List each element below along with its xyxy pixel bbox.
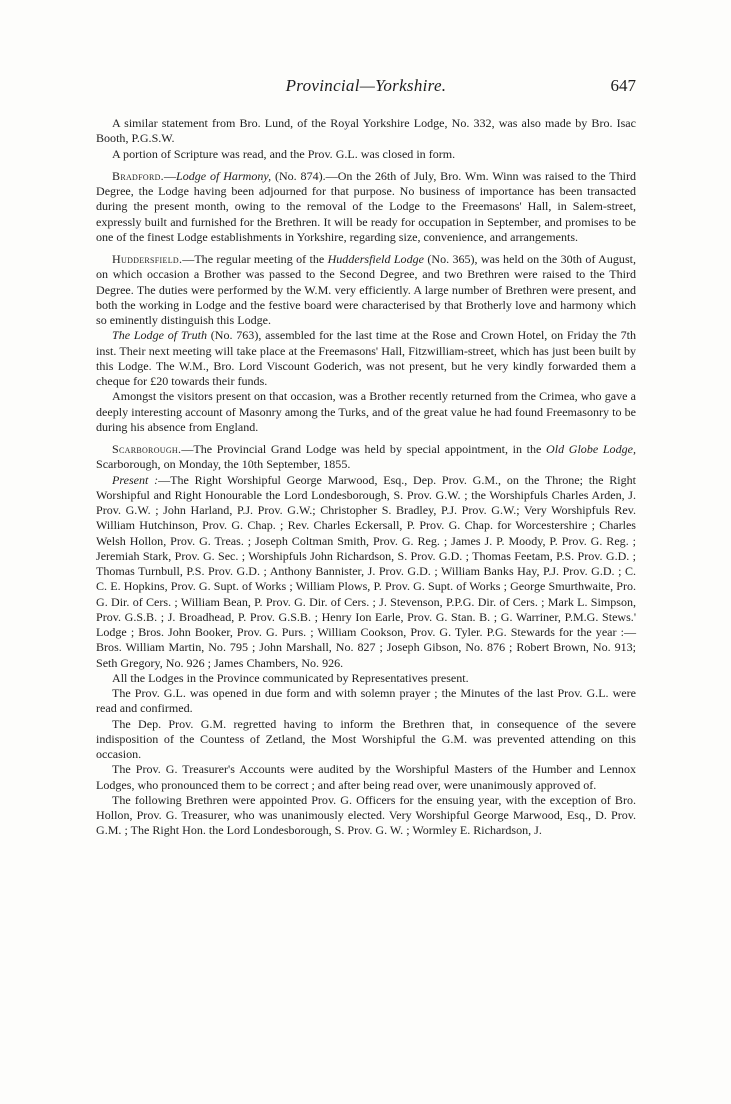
section-heading: Huddersfield.	[112, 252, 183, 266]
page-number: 647	[610, 76, 636, 95]
text-run: Amongst the visitors present on that occasion, was a Brother recently returned from the Crimea, who gave a deeply interesting account of Masonry among the Turks, and of the great value he had found Freemasonry to be during his absence from England.	[96, 389, 636, 434]
section-heading: Scarborough.	[112, 442, 182, 456]
text-run: (No. 874).—On the 26th of July, Bro. Wm. Winn was raised to the Third Degree, the Lodge having been adjourned for that purpose. No business of importance has been transacted during the present month, owing to the removal of the Lodge to the Freemasons' Hall, in Salem-street, expressly built and furnished for the Brethren. It will be ready for occupation in September, and promises to be one of the finest Lodge establishments in Yorkshire, regarding size, convenience, and arrangements.	[96, 168, 636, 244]
text-run: A portion of Scripture was read, and the Prov. G.L. was closed in form.	[112, 146, 456, 161]
paragraph	[96, 328, 636, 389]
text-run: The Prov. G. Treasurer's Accounts were audited by the Worshipful Masters of the Humber and Lennox Lodges, who pronounced them to be correct ; and after being read over, were unanimously approved of.	[96, 762, 636, 792]
paragraph	[96, 762, 636, 793]
paragraph	[96, 686, 636, 717]
text-run: (No. 763), assembled for the last time at the Rose and Crown Hotel, on Friday the 7th inst. Their next meeting will take place at the Freemasons' Hall, Fitzwilliam-street, which has just been built by this Lodge. The W.M., Bro. Lord Viscount Goderich, was not present, but he very kindly forwarded them a cheque for £20 towards their funds.	[96, 328, 636, 388]
italic-text: Lodge of Harmony,	[176, 168, 272, 183]
text-run: The Dep. Prov. G.M. regretted having to inform the Brethren that, in consequence of the severe indisposition of the Countess of Zetland, the Most Worshipful the G.M. was prevented attending on this occasion.	[96, 716, 636, 761]
article-body	[96, 116, 636, 839]
italic-text: The Lodge of Truth	[112, 328, 207, 343]
running-title: Provincial—Yorkshire.	[285, 76, 447, 95]
paragraph	[96, 793, 636, 839]
paragraph	[96, 389, 636, 435]
paragraph	[96, 116, 636, 147]
text-run: —The Provincial Grand Lodge was held by special appointment, in the	[181, 442, 547, 456]
text-run: —	[163, 168, 177, 183]
paragraph	[96, 717, 636, 763]
paragraph	[96, 252, 636, 328]
text-run: (No. 365), was held on the 30th of August, on which occasion a Brother was passed to the Second Degree, and two Brethren were raised to the Third Degree. The duties were performed by the W.M. very efficiently. A large number of Brethren were present, and both the working in Lodge and the festive board were characterised by that Brotherly love and harmony which so eminently distinguish this Lodge.	[96, 252, 636, 327]
italic-text: Old Globe Lodge,	[546, 442, 636, 456]
paragraph	[96, 147, 636, 162]
italic-text: Present :	[112, 472, 159, 487]
text-run: —The regular meeting of the	[182, 252, 328, 266]
text-run: —The Right Worshipful George Marwood, Esq., Dep. Prov. G.M., on the Throne; the Right Worshipful and Right Honourable the Lord Londesborough, S. Prov. G.W. ; the Worshipfuls Charles Arden, J. Prov. G.W. ; John Harland, P.J. Prov. G.W.; Christopher S. Bradley, P.J. Prov. G.W.; Very Worshipfuls Rev. William Hutchinson, Prov. G. Chap. ; Rev. Charles Eckersall, P. Prov. G. Chap. for Worcestershire ; Charles Welsh Hollon, Prov. G. Treas. ; Joseph Coltman Smith, Prov. G. Reg. ; James J. P. Moody, P. Prov. G. Reg. ; Jeremiah Stark, Prov. G. Sec. ; Worshipfuls John Richardson, S. Prov. G.D. ; Thomas Feetam, P.S. Prov. G.D. ; Thomas Turnbull, P.S. Prov. G.D. ; Anthony Bannister, J. Prov. G.D. ; William Banks Hay, P.J. Prov. G.D. ; C. C. E. Hopkins, Prov. G. Supt. of Works ; William Plows, P. Prov. G. Supt. of Works ; George Smurthwaite, Pro. G. Dir. of Cers. ; William Bean, P. Prov. G. Dir. of Cers. ; J. Stevenson, P.P.G. Dir. of Cers. ; Mark L. Simpson, Prov. G.S.B. ; J. Broadhead, P. Prov. G.S.B. ; Henry Ion Earle, Prov. G. Stan. B. ; G. Warriner, P.M.G. Stews.' Lodge ; Bros. John Booker, Prov. G. Purs. ; William Cookson, Prov. G. Tyler. P.G. Stewards for the year :—Bros. William Martin, No. 795 ; John Marshall, No. 827 ; Joseph Gibson, No. 876 ; Robert Brown, No. 913; Seth Gregory, No. 926 ; James Chambers, No. 926.	[96, 472, 636, 670]
paragraph	[96, 442, 636, 473]
text-run: Scarborough, on Monday, the 10th September, 1855.	[96, 457, 351, 472]
paragraph	[96, 169, 636, 245]
text-run: All the Lodges in the Province communicated by Representatives present.	[112, 670, 469, 685]
section-heading: Bradford.	[112, 168, 164, 183]
paragraph	[96, 473, 636, 671]
paragraph	[96, 671, 636, 686]
page-header	[96, 76, 636, 100]
italic-text: Huddersfield Lodge	[327, 252, 424, 266]
text-run: The Prov. G.L. was opened in due form and with solemn prayer ; the Minutes of the last Prov. G.L. were read and confirmed.	[96, 686, 636, 716]
text-run: A similar statement from Bro. Lund, of the Royal Yorkshire Lodge, No. 332, was also made by Bro. Isac Booth, P.G.S.W.	[96, 116, 636, 146]
text-run: The following Brethren were appointed Prov. G. Officers for the ensuing year, with the exception of Bro. Hollon, Prov. G. Treasurer, who was unanimously elected. Very Worshipful George Marwood, Esq., D. Prov. G.M. ; The Right Hon. the Lord Londesborough, S. Prov. G. W. ; Wormley E. Richardson, J.	[96, 792, 636, 838]
